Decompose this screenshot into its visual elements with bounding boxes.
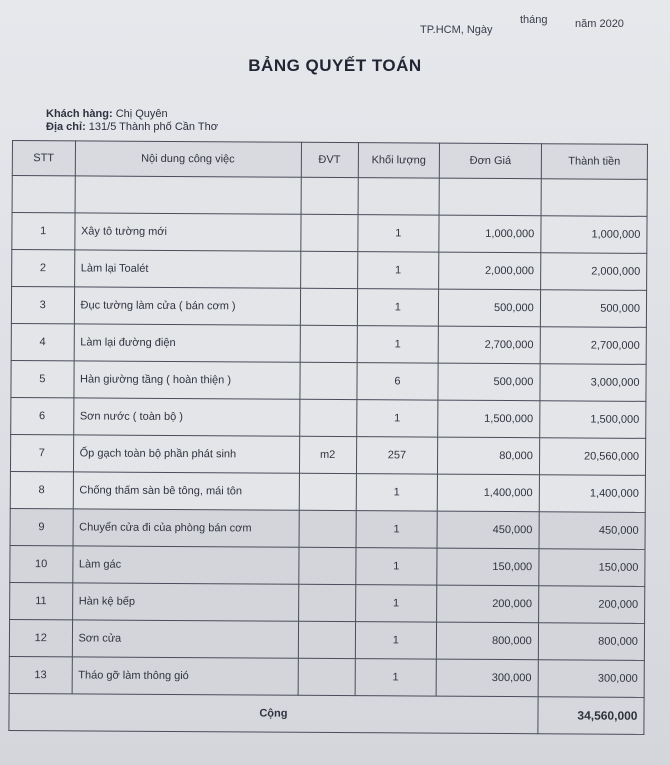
- cell-amount: 300,000: [538, 660, 644, 698]
- cell-stt: 13: [9, 656, 72, 693]
- cell-content: Sơn nước ( toàn bộ ): [73, 398, 299, 436]
- cell-unit-price: 80,000: [438, 437, 540, 475]
- cell-amount: 450,000: [539, 512, 645, 550]
- cell-content: Xây tô tường mới: [74, 213, 300, 251]
- cell-unit-price: 500,000: [438, 363, 540, 401]
- cell-unit-price: 200,000: [437, 585, 539, 623]
- cell-stt: 2: [12, 250, 75, 287]
- cell-unit: [300, 214, 357, 251]
- cell-unit: [299, 473, 356, 510]
- table-row: [11, 397, 646, 438]
- month-label: tháng: [520, 14, 548, 26]
- cell-stt: 11: [10, 582, 73, 619]
- cell-content: Tháo gỡ làm thông gió: [72, 657, 298, 695]
- cell-content: Hàn giường tầng ( hoàn thiện ): [73, 361, 299, 399]
- cell-quantity: 1: [357, 252, 439, 289]
- cell-unit-price: 1,500,000: [438, 400, 540, 438]
- cell-content: Làm lại đường điện: [74, 324, 300, 362]
- cell-quantity: 1: [355, 585, 437, 622]
- total-value: 34,560,000: [538, 697, 644, 735]
- table-row: [11, 360, 646, 401]
- col-header-quantity: Khối lượng: [358, 143, 440, 178]
- cell-stt: 10: [10, 545, 73, 582]
- cell-quantity: 1: [355, 622, 437, 659]
- col-header-unit: ĐVT: [301, 142, 358, 177]
- col-header-stt: STT: [12, 141, 75, 176]
- customer-label: Khách hàng:: [46, 108, 113, 120]
- cell-stt: 3: [11, 287, 74, 324]
- location-date-label: TP.HCM, Ngày: [420, 24, 493, 36]
- col-header-unit-price: Đơn Giá: [439, 143, 541, 179]
- cell-quantity: 257: [356, 437, 438, 474]
- cell-quantity: 1: [356, 474, 438, 511]
- cell-stt: 4: [11, 323, 74, 360]
- cell-quantity: 1: [355, 659, 437, 696]
- cell-amount: 150,000: [539, 549, 645, 587]
- cell-unit-price: 450,000: [437, 511, 539, 549]
- cell-unit: [298, 621, 355, 658]
- address-line: [46, 121, 218, 133]
- cell-quantity: 1: [357, 289, 439, 326]
- table-divider-row: [12, 176, 647, 217]
- cell-unit: [299, 510, 356, 547]
- cell-quantity: 1: [357, 215, 439, 252]
- cell-content: Đục tường làm cửa ( bán cơm ): [74, 287, 300, 325]
- cell-unit-price: 1,000,000: [439, 215, 541, 253]
- table-body: [9, 213, 647, 698]
- cell-amount: 1,400,000: [539, 475, 645, 513]
- cell-unit: [300, 251, 357, 288]
- cell-stt: 12: [9, 619, 72, 656]
- cell-amount: 3,000,000: [540, 364, 646, 402]
- table-row: [9, 619, 644, 660]
- cell-stt: 8: [10, 471, 73, 508]
- cell-quantity: 1: [357, 326, 439, 363]
- cell-unit-price: 2,700,000: [438, 326, 540, 364]
- cell-stt: 5: [11, 360, 74, 397]
- cell-content: Hàn kệ bếp: [72, 583, 298, 621]
- cell-quantity: 1: [356, 511, 438, 548]
- settlement-table: [8, 140, 648, 735]
- table-row: [10, 471, 645, 512]
- cell-amount: 20,560,000: [539, 438, 645, 476]
- cell-stt: 7: [10, 434, 73, 471]
- table-row: [10, 508, 645, 549]
- cell-unit-price: 2,000,000: [439, 252, 541, 290]
- cell-content: Làm gác: [72, 546, 298, 584]
- cell-unit-price: 800,000: [437, 622, 539, 660]
- document-title: BẢNG QUYẾT TOÁN: [248, 56, 422, 75]
- customer-line: [46, 108, 168, 120]
- total-label: Cộng: [9, 693, 538, 733]
- cell-amount: 2,700,000: [540, 327, 646, 365]
- table-row: [10, 434, 645, 475]
- table-row: [12, 213, 647, 254]
- cell-amount: 500,000: [540, 290, 646, 328]
- cell-quantity: 6: [357, 363, 439, 400]
- year-label: năm 2020: [575, 18, 624, 30]
- cell-unit-price: 500,000: [439, 289, 541, 327]
- col-header-amount: Thành tiền: [541, 144, 647, 180]
- cell-unit-price: 300,000: [436, 659, 538, 697]
- cell-amount: 200,000: [538, 586, 644, 624]
- cell-unit: [300, 325, 357, 362]
- table-row: [10, 582, 645, 623]
- cell-amount: 1,500,000: [539, 401, 645, 439]
- table-row: [10, 545, 645, 586]
- cell-unit: [298, 658, 355, 695]
- cell-unit: [300, 288, 357, 325]
- customer-value: Chị Quyên: [115, 108, 168, 120]
- cell-quantity: 1: [356, 400, 438, 437]
- cell-unit-price: 1,400,000: [437, 474, 539, 512]
- cell-amount: 1,000,000: [541, 216, 647, 254]
- cell-amount: 2,000,000: [540, 253, 646, 291]
- cell-amount: 800,000: [538, 623, 644, 661]
- cell-quantity: 1: [355, 548, 437, 585]
- cell-unit-price: 150,000: [437, 548, 539, 586]
- col-header-content: Nội dung công việc: [75, 141, 301, 177]
- table-row: [11, 323, 646, 364]
- cell-content: Chống thấm sàn bê tông, mái tôn: [73, 472, 299, 510]
- table-row: [12, 250, 647, 291]
- cell-stt: 1: [12, 213, 75, 250]
- cell-unit: [298, 584, 355, 621]
- total-row: [9, 693, 644, 734]
- cell-unit: [299, 399, 356, 436]
- cell-content: Làm lại Toalét: [74, 250, 300, 288]
- cell-unit: [299, 362, 356, 399]
- cell-stt: 9: [10, 508, 73, 545]
- cell-stt: 6: [11, 397, 74, 434]
- table-header-row: [12, 141, 647, 180]
- address-label: Địa chỉ:: [46, 121, 86, 133]
- cell-content: Chuyển cửa đi của phòng bán cơm: [73, 509, 299, 547]
- cell-content: Ốp gạch toàn bộ phần phát sinh: [73, 435, 299, 473]
- cell-content: Sơn cửa: [72, 620, 298, 658]
- cell-unit: m2: [299, 436, 356, 473]
- table-row: [11, 287, 646, 328]
- table-row: [9, 656, 644, 697]
- cell-unit: [298, 547, 355, 584]
- address-value: 131/5 Thành phố Cần Thơ: [88, 121, 218, 133]
